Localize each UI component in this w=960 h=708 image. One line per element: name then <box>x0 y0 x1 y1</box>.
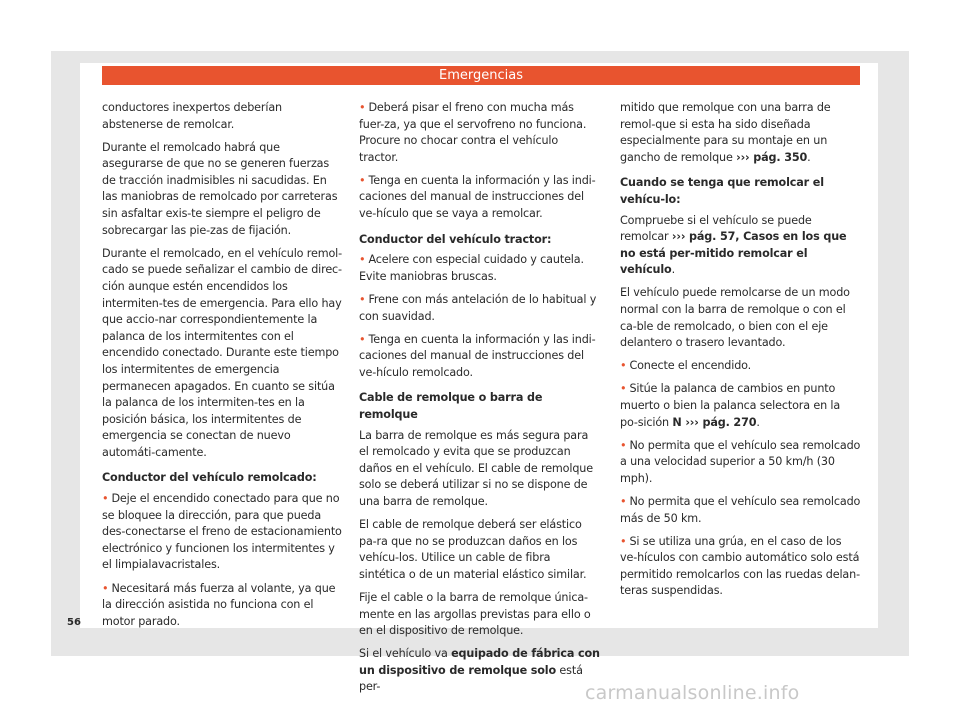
page-reference-link[interactable]: N ››› pág. 270 <box>672 415 757 429</box>
bullet-item: • Deberá pisar el freno con mucha más fuer-za, ya que el servofreno no funciona. Procure no chocar contra el vehículo tractor. <box>359 101 587 164</box>
subheading: Conductor del vehículo remolcado: <box>102 471 317 485</box>
bullet-icon: • <box>620 534 627 548</box>
page-reference-link[interactable]: ››› pág. 350 <box>736 150 808 164</box>
page-number: 56 <box>67 617 81 628</box>
bullet-icon: • <box>359 332 366 346</box>
subheading: Cable de remolque o barra de remolque <box>359 391 543 421</box>
column-left <box>102 100 343 637</box>
bullet-icon: • <box>359 173 366 187</box>
paragraph: El cable de remolque deberá ser elástico pa-ra que no se produzcan daños en los vehícu-los. Utilice un cable de fibra sintética o de un material elástico similar. <box>359 518 587 581</box>
section-header: Emergencias <box>102 66 860 85</box>
bullet-item: • Sitúe la palanca de cambios en punto muerto o bien la palanca selectora en la po-sición N ››› pág. 270. <box>620 382 841 429</box>
bullet-item: • No permita que el vehículo sea remolcado más de 50 km. <box>620 494 861 525</box>
paragraph: El vehículo puede remolcarse de un modo normal con la barra de remolque o con el ca-ble de remolcado, o bien con el eje delantero o trasero levantado. <box>620 286 850 350</box>
paragraph: La barra de remolque es más segura para el remolcado y evita que se produzcan daños en el vehículo. El cable de remolque solo se deberá utilizar si no se dispone de una barra de remolque. <box>359 428 593 508</box>
bullet-icon: • <box>620 494 627 508</box>
bullet-item: • Conecte el encendido. <box>620 359 752 373</box>
bullet-item: • Tenga en cuenta la información y las indi-caciones del manual de instrucciones del ve-hículo remolcado. <box>359 332 596 379</box>
paragraph: Durante el remolcado, en el vehículo remol-cado se puede señalizar el cambio de direc-ción aunque estén encendidos los intermiten-tes de emergencia. Para ello hay que accio-nar correspondientemente la palanca de los intermitentes con el encendido conectado. Durante este tiempo los intermitentes de emergencia permanecen apagados. En cuanto se sitúa la palanca de los intermiten-tes en la posición básica, los intermitentes de emergencia se conectan de nuevo automáti-camente. <box>102 246 342 459</box>
bullet-icon: • <box>359 253 366 267</box>
paragraph: Durante el remolcado habrá que asegurarse de que no se generen fuerzas de tracción inadmisibles ni sacudidas. En las maniobras de remolcado por carreteras sin asfaltar exis-te siempre el peligro de sobrecargar las pie-zas de fijación. <box>102 140 338 237</box>
subheading: Conductor del vehículo tractor: <box>359 232 552 246</box>
paragraph: conductores inexpertos deberían abstenerse de remolcar. <box>102 101 282 131</box>
bullet-item: • Necesitará más fuerza al volante, ya que la dirección asistida no funciona con el motor parado. <box>102 581 336 628</box>
watermark: carmanualsonline.info <box>585 682 800 704</box>
paragraph: Compruebe si el vehículo se puede remolcar ››› pág. 57, Casos en los que no está per-mitido remolcar el vehículo. <box>620 213 847 277</box>
bullet-item: • No permita que el vehículo sea remolcado a una velocidad superior a 50 km/h (30 mph). <box>620 438 861 485</box>
bullet-icon: • <box>620 382 627 396</box>
bullet-item: • Si se utiliza una grúa, en el caso de los ve-hículos con cambio automático solo está permitido remolcarlos con las ruedas delan-teras suspendidas. <box>620 534 860 598</box>
subheading: Cuando se tenga que remolcar el vehícu-lo: <box>620 176 824 206</box>
bullet-icon: • <box>359 292 366 306</box>
paragraph: Si el vehículo va equipado de fábrica con un dispositivo de remolque solo está per- <box>359 647 600 694</box>
page-reference-link[interactable]: ››› pág. 57, Casos en los que no está per-mitido remolcar el vehículo <box>620 230 847 277</box>
bullet-item: • Tenga en cuenta la información y las indi-caciones del manual de instrucciones del ve-hículo que se vaya a remolcar. <box>359 173 596 221</box>
bullet-item: • Deje el encendido conectado para que no se bloquee la dirección, para que pueda des-conectarse el freno de estacionamiento electrónico y funcionen los intermitentes y el limpialavacristales. <box>102 492 342 572</box>
bullet-icon: • <box>359 101 366 114</box>
bullet-icon: • <box>102 581 109 595</box>
bullet-item: • Frene con más antelación de lo habitual y con suavidad. <box>359 292 597 323</box>
bullet-icon: • <box>620 359 627 373</box>
column-right <box>620 100 861 607</box>
bullet-item: • Acelere con especial cuidado y cautela. Evite maniobras bruscas. <box>359 253 584 283</box>
paragraph: Fije el cable o la barra de remolque única-mente en las argollas previstas para ello o en el dispositivo de remolque. <box>359 590 591 638</box>
bullet-icon: • <box>102 492 109 506</box>
paragraph: mitido que remolque con una barra de remol-que si esta ha sido diseñada especialmente para su montaje en un gancho de remolque ››› pág. 350. <box>620 101 831 164</box>
bullet-icon: • <box>620 438 627 452</box>
column-middle <box>359 100 600 703</box>
